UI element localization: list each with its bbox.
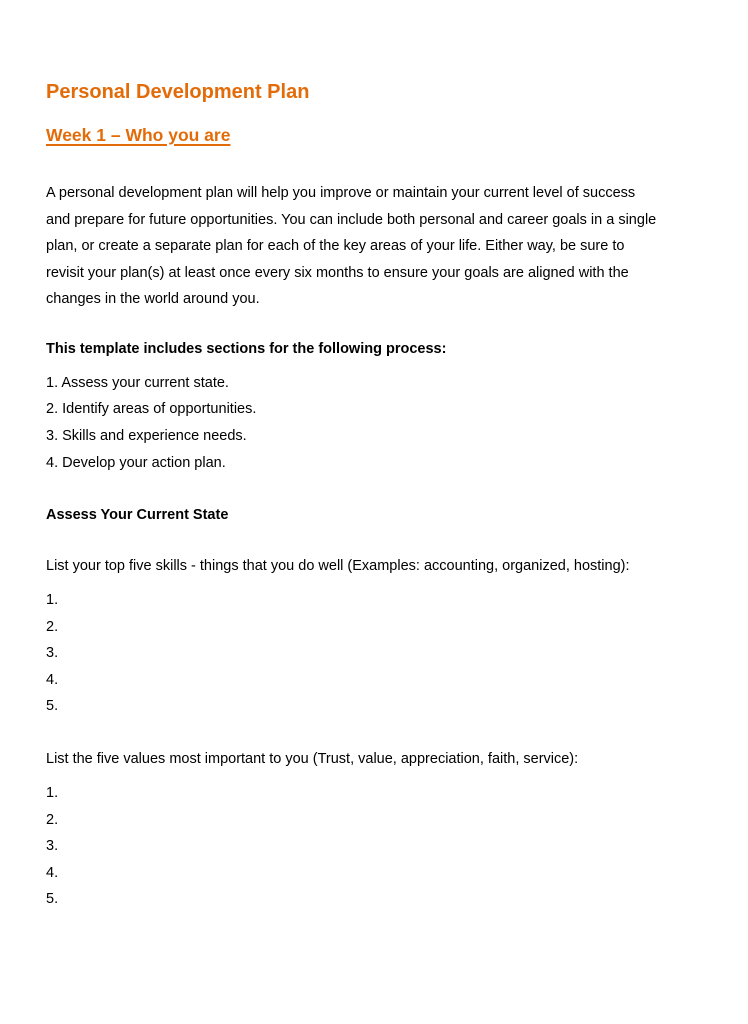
intro-line: changes in the world around you. <box>46 291 260 308</box>
section-heading: Assess Your Current State <box>46 507 229 523</box>
values-item: 2. <box>46 812 59 828</box>
process-step: 3. Skills and experience needs. <box>46 428 247 444</box>
process-step: 2. Identify areas of opportunities. <box>46 401 257 417</box>
skills-item: 1. <box>46 592 59 608</box>
skills-item: 2. <box>46 619 59 635</box>
intro-line: and prepare for future opportunities. You can include both personal and career goals in a single <box>46 211 657 228</box>
values-item: 5. <box>46 891 59 907</box>
values-item: 3. <box>46 838 59 854</box>
process-heading: This template includes sections for the following process: <box>46 341 447 357</box>
skills-item: 3. <box>46 645 59 661</box>
skills-item: 5. <box>46 698 59 714</box>
intro-line: A personal development plan will help you improve or maintain your current level of success <box>46 185 636 201</box>
process-step: 4. Develop your action plan. <box>46 455 226 471</box>
values-prompt: List the five values most important to you (Trust, value, appreciation, faith, service): <box>46 751 579 767</box>
document-title: Personal Development Plan <box>46 81 310 103</box>
skills-item: 4. <box>46 672 59 688</box>
intro-line: revisit your plan(s) at least once every six months to ensure your goals are aligned with the <box>46 264 629 281</box>
week-subtitle: Week 1 – Who you are <box>46 125 231 145</box>
values-item: 1. <box>46 785 59 801</box>
intro-line: plan, or create a separate plan for each of the key areas of your life. Either way, be sure to <box>46 238 625 255</box>
values-item: 4. <box>46 865 59 881</box>
skills-prompt: List your top five skills - things that you do well (Examples: accounting, organized, hosting): <box>46 558 630 574</box>
intro-paragraph <box>46 180 706 313</box>
process-step: 1. Assess your current state. <box>46 375 229 391</box>
